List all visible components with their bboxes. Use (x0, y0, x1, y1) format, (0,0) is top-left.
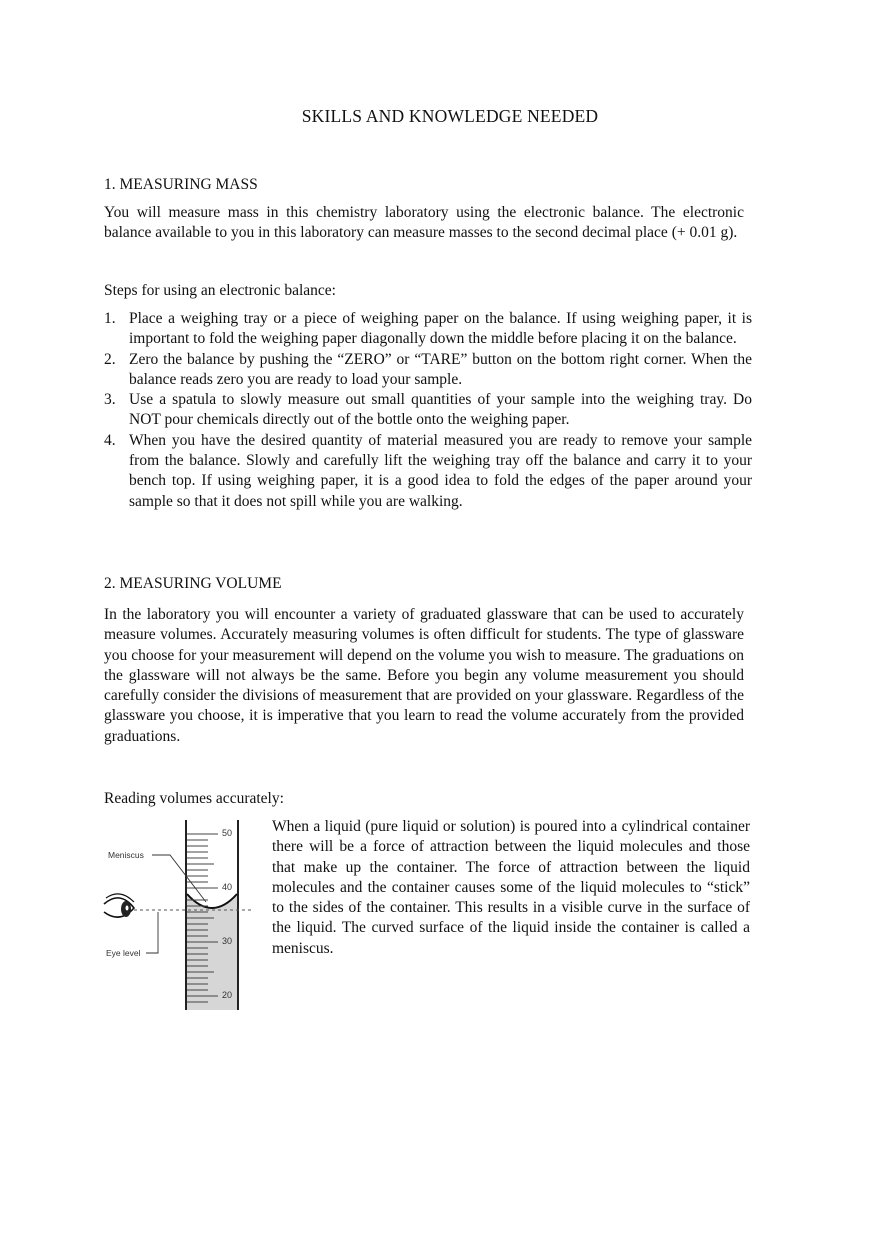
list-item (104, 390, 752, 431)
meniscus-leader-line (152, 855, 206, 902)
step-number: 3. (104, 391, 116, 409)
section-heading-volume: 2. MEASURING VOLUME (104, 575, 282, 592)
steps-intro: Steps for using an electronic balance: (104, 282, 336, 299)
step-number: 4. (104, 431, 116, 449)
step-text: Zero the balance by pushing the “ZERO” or “TARE” button on the bottom right corner. When the balance reads zero you are ready to load your sample. (129, 350, 752, 388)
step-number: 1. (104, 310, 116, 327)
list-item (104, 350, 752, 391)
list-item (104, 431, 752, 512)
scale-label: 20 (222, 990, 233, 1000)
section-heading-mass: 1. MEASURING MASS (104, 176, 258, 193)
eye-level-label: Eye level (106, 948, 141, 958)
meniscus-figure (102, 818, 252, 1013)
reading-volumes-heading: Reading volumes accurately: (104, 790, 284, 807)
meniscus-label: Meniscus (108, 850, 144, 860)
step-text: When you have the desired quantity of material measured you are ready to remove your sample from the balance. Slowly and carefully lift the weighing tray off the balance and carry it to your bench top. If using weighing paper, it is a good idea to fold the edges of the paper around your sample so that it does not spill while you are walking. (129, 431, 752, 510)
balance-steps-list (104, 309, 752, 512)
step-text: Use a spatula to slowly measure out small quantities of your sample into the weighing tray. Do NOT pour chemicals directly out of the bottle onto the weighing paper. (129, 391, 752, 429)
meniscus-paragraph: When a liquid (pure liquid or solution) is poured into a cylindrical container there will be a force of attraction between the liquid molecules and those that make up the container. The force of attraction between the liquid molecules and the container causes some of the liquid molecules to “stick” to the sides of the container. This results in a visible curve in the surface of the liquid. The curved surface of the liquid inside the container is called a meniscus. (272, 818, 750, 957)
eye-level-leader-line (146, 912, 158, 953)
list-item (104, 309, 752, 350)
mass-intro-paragraph: You will measure mass in this chemistry laboratory using the electronic balance. The electronic balance available to you in this laboratory can measure masses to the second decimal place (+ 0.01 g). (104, 204, 744, 242)
step-text: Place a weighing tray or a piece of weighing paper on the balance. If using weighing paper, it is important to fold the weighing paper diagonally down the middle before placing it on the balance. (129, 310, 752, 348)
scale-label: 30 (222, 936, 233, 946)
scale-label: 40 (222, 882, 233, 892)
eye-icon (104, 894, 134, 917)
page-title: SKILLS AND KNOWLEDGE NEEDED (301, 106, 599, 126)
volume-intro-paragraph: In the laboratory you will encounter a variety of graduated glassware that can be used to accurately measure volumes. Accurately measuring volumes is often difficult for students. The type of glassware you choose for your measurement will depend on the volume you wish to measure. The graduations on the glassware will not always be the same. Before you begin any volume measurement you should carefully consider the divisions of measurement that are provided on your glassware. Regardless of the glassware you choose, it is imperative that you learn to read the volume accurately from the provided graduations. (104, 606, 744, 745)
scale-label: 50 (222, 828, 233, 838)
step-number: 2. (104, 350, 116, 368)
